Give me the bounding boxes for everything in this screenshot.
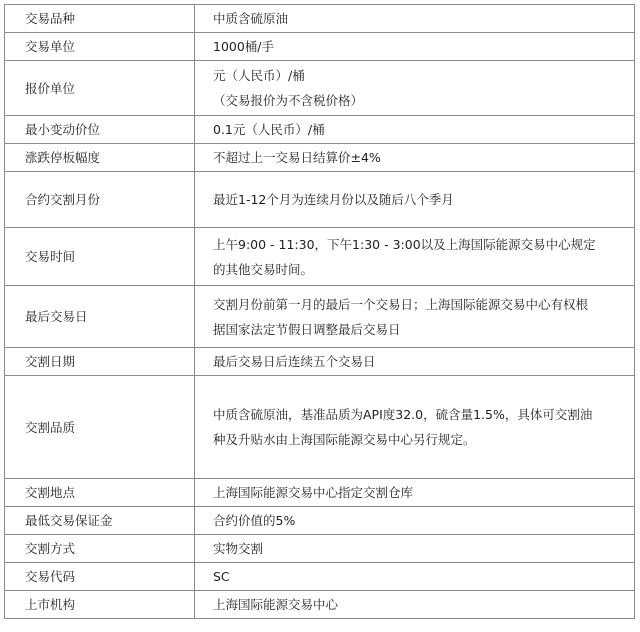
row-value (195, 479, 635, 507)
row-value (195, 591, 635, 619)
row-value-line: 合约价值的5% (213, 513, 296, 528)
row-label: 交易品种 (5, 5, 195, 33)
row-label: 交割方式 (5, 535, 195, 563)
row-value (195, 286, 635, 348)
row-label: 交割地点 (5, 479, 195, 507)
table-row (5, 563, 635, 591)
row-label: 最低交易保证金 (5, 507, 195, 535)
row-value-line: 中质含硫原油 (213, 11, 289, 26)
row-label: 涨跌停板幅度 (5, 144, 195, 172)
contract-spec-table (4, 4, 635, 619)
table-row (5, 286, 635, 348)
row-value (195, 172, 635, 228)
row-value-line: 元（人民币）/桶 (213, 68, 305, 83)
row-label: 报价单位 (5, 61, 195, 116)
row-value-line: 上午9:00 - 11:30，下午1:30 - 3:00以及上海国际能源交易中心规定 (213, 236, 596, 252)
row-value (195, 61, 635, 116)
row-value-line: SC (213, 569, 230, 584)
row-value-line: 据国家法定节假日调整最后交易日 (213, 321, 401, 337)
row-label: 交易单位 (5, 33, 195, 61)
row-value-line: 不超过上一交易日结算价±4% (213, 150, 381, 165)
row-value-line: 上海国际能源交易中心 (213, 597, 339, 612)
row-value-line: 上海国际能源交易中心指定交割仓库 (213, 485, 414, 500)
row-label: 交易代码 (5, 563, 195, 591)
row-label: 交易时间 (5, 228, 195, 286)
row-value (195, 144, 635, 172)
row-label: 交割日期 (5, 348, 195, 376)
row-label: 最小变动价位 (5, 116, 195, 144)
row-value-line: 1000桶/手 (213, 39, 275, 54)
row-value-line: 交割月份前第一月的最后一个交易日；上海国际能源交易中心有权根 (213, 296, 589, 312)
row-value-line: 种及升贴水由上海国际能源交易中心另行规定。 (213, 432, 476, 447)
table-row (5, 61, 635, 116)
row-label: 交割品质 (5, 376, 195, 479)
table-row (5, 535, 635, 563)
row-value (195, 33, 635, 61)
row-value (195, 348, 635, 376)
table-row (5, 172, 635, 228)
row-value (195, 563, 635, 591)
row-value (195, 535, 635, 563)
table-row (5, 376, 635, 479)
row-value (195, 507, 635, 535)
row-label: 上市机构 (5, 591, 195, 619)
table-row (5, 591, 635, 619)
row-value (195, 228, 635, 286)
row-value-line: 最近1-12个月为连续月份以及随后八个季月 (213, 192, 454, 207)
row-value-line: 0.1元（人民币）/桶 (213, 122, 325, 137)
row-value-line: 中质含硫原油，基准品质为API度32.0，硫含量1.5%，具体可交割油 (213, 407, 593, 422)
table-row (5, 507, 635, 535)
row-value-line: 实物交割 (213, 541, 264, 556)
row-value-line: 最后交易日后连续五个交易日 (213, 354, 376, 369)
row-label: 最后交易日 (5, 286, 195, 348)
table-row (5, 144, 635, 172)
table-row (5, 479, 635, 507)
table-row (5, 228, 635, 286)
table-row (5, 348, 635, 376)
row-value-line: （交易报价为不含税价格） (213, 93, 364, 108)
row-value (195, 5, 635, 33)
row-value (195, 116, 635, 144)
row-value-line: 的其他交易时间。 (213, 261, 314, 277)
table-row (5, 33, 635, 61)
row-label: 合约交割月份 (5, 172, 195, 228)
row-value (195, 376, 635, 479)
table-row (5, 116, 635, 144)
contract-spec-table-container (4, 4, 635, 619)
table-row (5, 5, 635, 33)
